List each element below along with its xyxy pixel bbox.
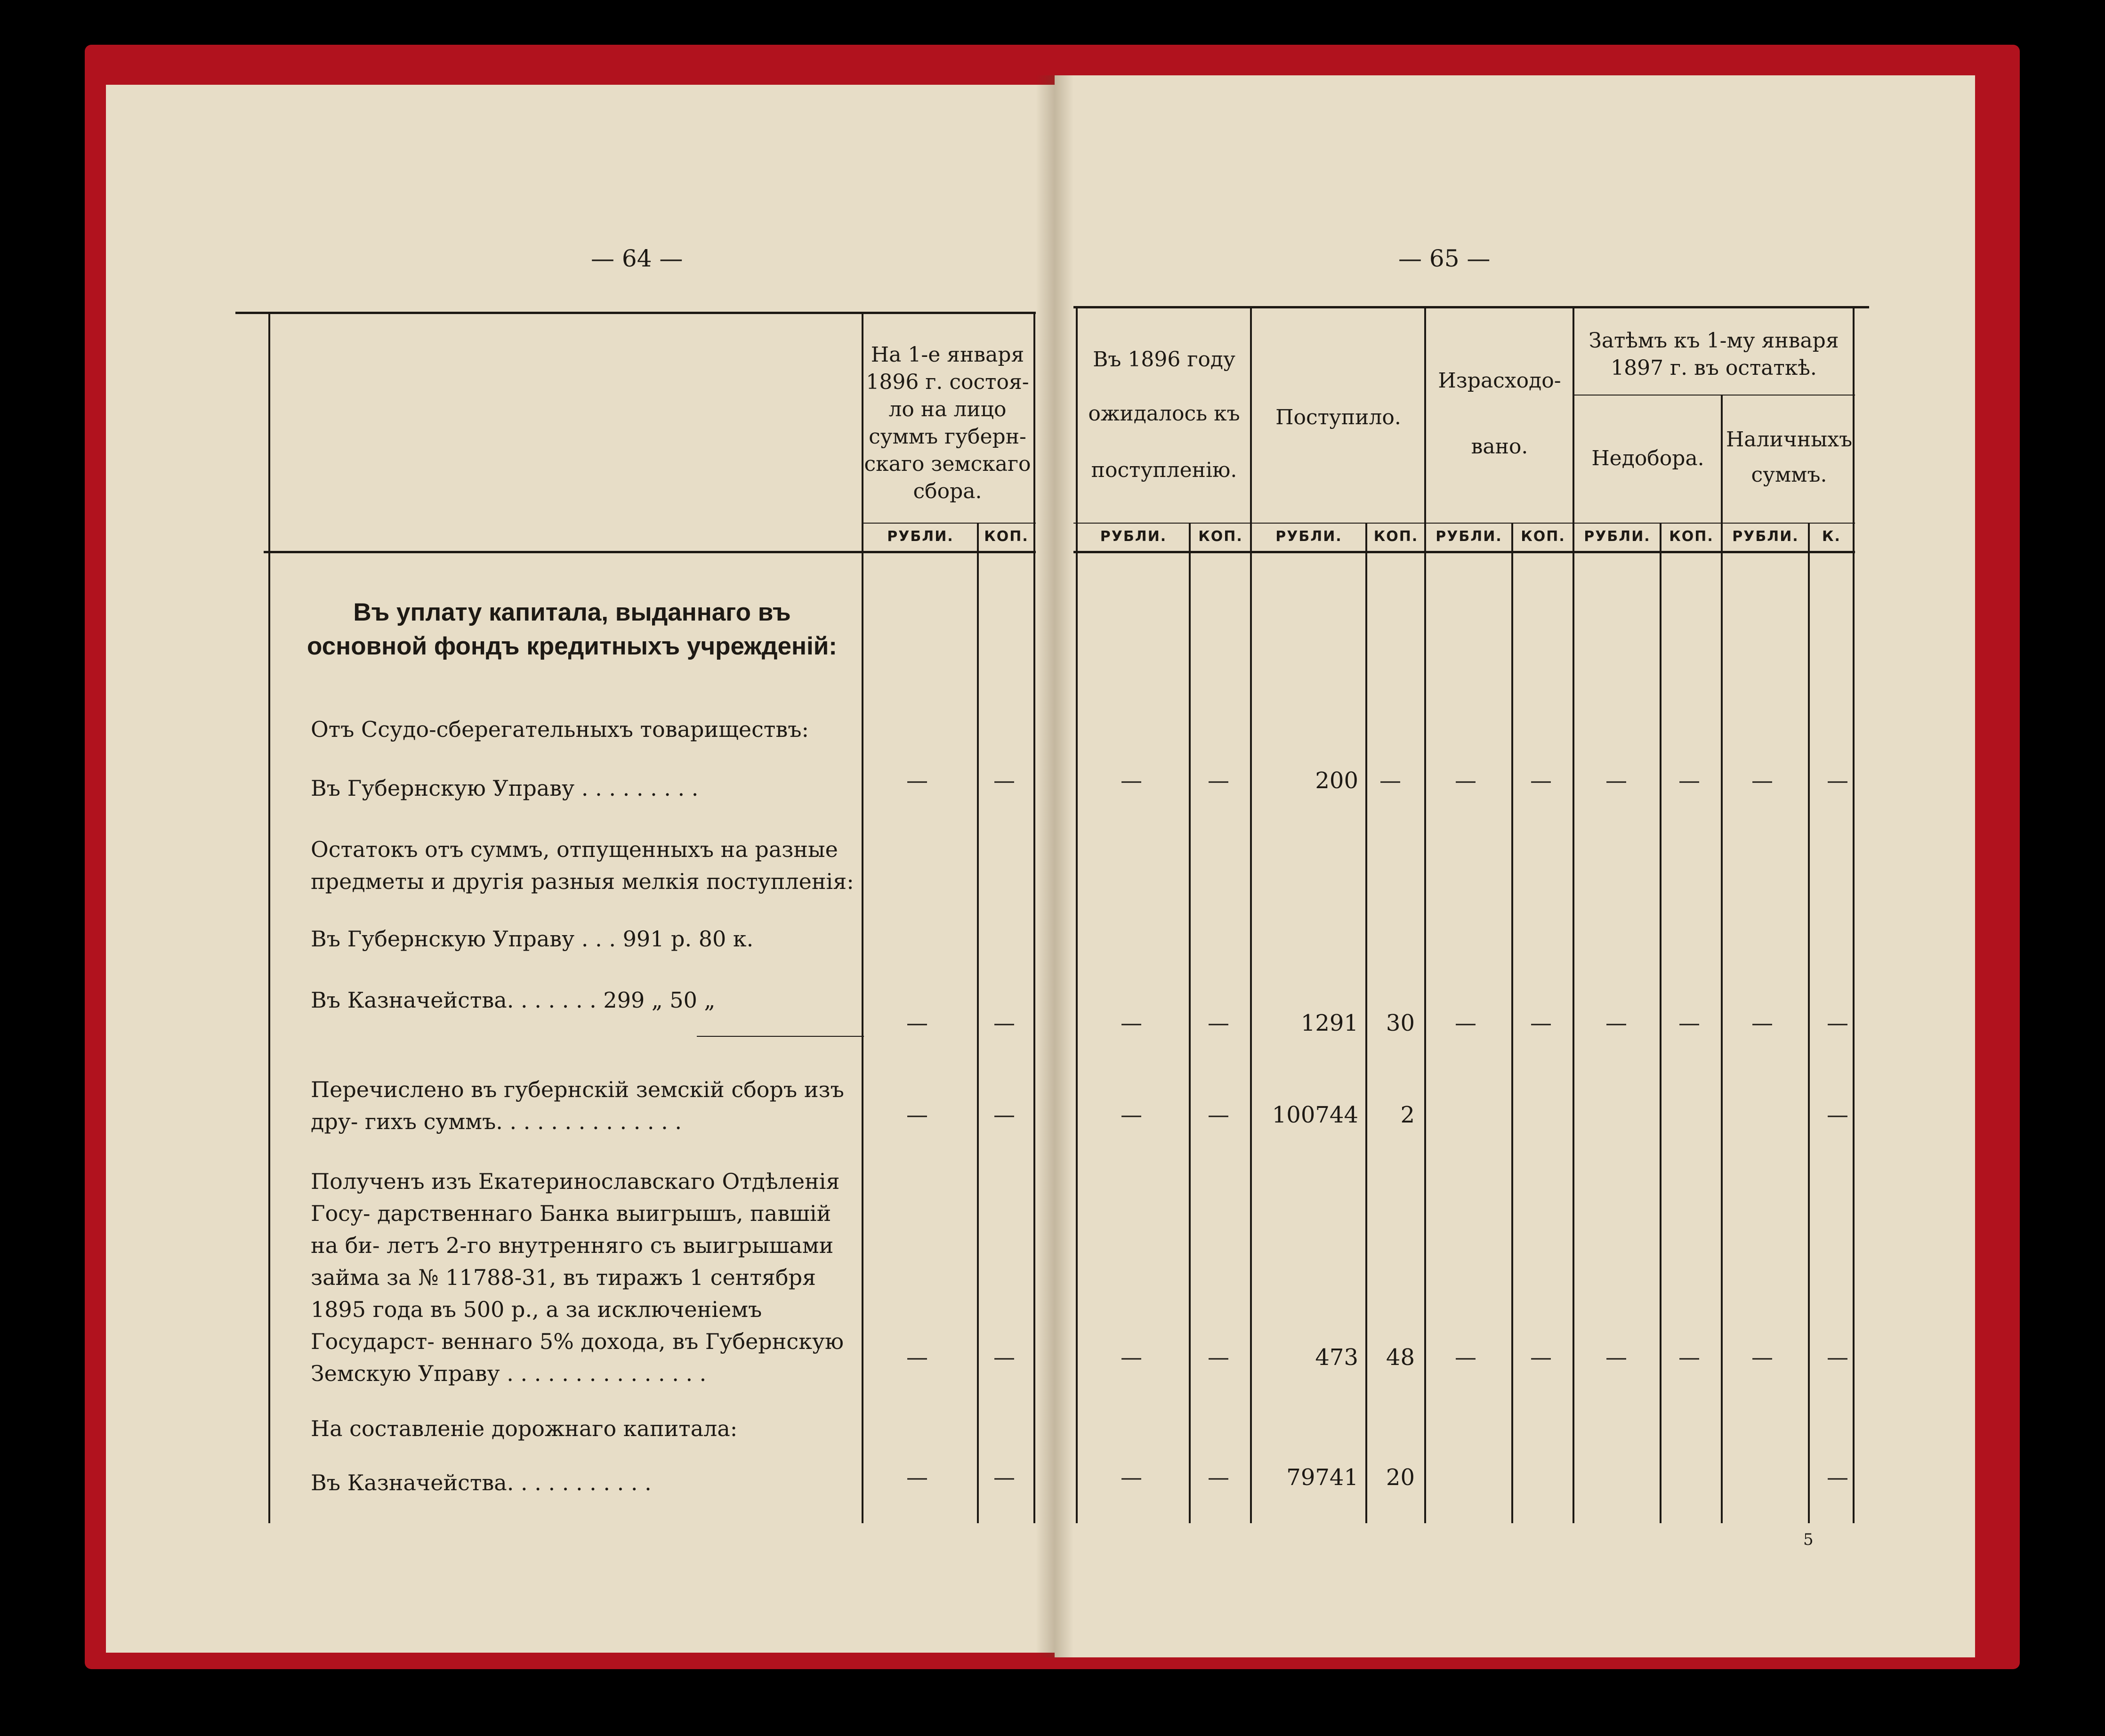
unit-rub: РУБЛИ. [1584,528,1651,545]
header-col-e1: Недобора. [1591,446,1704,470]
col-line [1853,308,1855,1523]
entry-text: Полученъ изъ Екатеринославскаго Отдѣленія Госу- дарственнаго Банка выигрышъ, павшій на би- летъ 2-го внутренняго съ выигрышами займа за № 11788-31, въ тиражъ 1 сентября 1895 года въ 500 р., а за исключеніемъ Государст- веннаго 5% дохода, въ Губернскую Земскую Управу . . . . . . . . . . . . . . . [311,1169,844,1386]
entry-text: Въ Казначейства. . . . . . . . . . . [311,1470,652,1495]
received-kop: 48 [1386,1344,1415,1371]
unit-rub: РУБЛИ. [1732,528,1799,545]
col-line [1573,308,1574,1523]
received-rub: 1291 [1300,1010,1358,1036]
entry-text: Въ Губернскую Управу . . . 991 р. 80 к. [311,926,754,952]
entry-text: Въ Казначейства. . . . . . . 299 „ 50 „ [311,987,716,1013]
dash: — [993,767,1015,793]
col-line [1076,308,1078,1523]
dash: — [906,1344,928,1370]
dash: — [1530,1010,1552,1035]
dash: — [906,1102,928,1127]
dash: — [1751,1010,1773,1035]
dash: — [1455,1010,1476,1035]
dash: — [1208,1464,1229,1490]
dash: — [1605,767,1627,793]
dash: — [993,1464,1015,1490]
header-col-e: Затѣмъ къ 1-му января 1897 г. въ остаткѣ. [1589,329,1839,380]
unit-rub: РУБЛИ. [887,528,954,545]
entry-text: На составленіе дорожнаго капитала: [311,1416,738,1441]
header-col-b-line1: Въ 1896 году [1093,347,1235,371]
unit-row-rule [862,523,1036,524]
book-gutter [1036,75,1073,1657]
remainder-split-rule [1573,395,1855,396]
header-bottom-rule-right [1073,551,1855,553]
entry-text: Въ Губернскую Управу . . . . . . . . . [311,775,699,801]
col-line [1424,308,1426,1523]
dash: — [906,767,928,793]
dash: — [1208,1102,1229,1127]
header-col-e2-line1: Наличныхъ [1726,428,1853,452]
dash: — [1678,1010,1700,1035]
unit-k: К. [1822,528,1841,545]
col-line [1033,313,1035,1523]
dash: — [1678,767,1700,793]
dash: — [1208,1010,1229,1035]
dash: — [1605,1010,1627,1035]
col-line [1721,396,1723,1523]
received-rub: 79741 [1286,1464,1358,1491]
right-page-number: — 65 — [1398,245,1491,272]
dash: — [1827,767,1848,793]
header-col-b-line2: ожидалось къ [1088,402,1240,426]
unit-rub: РУБЛИ. [1100,528,1167,545]
entry-text: Остатокъ отъ суммъ, отпущенныхъ на разные предметы и другія разныя мелкія поступленія: [311,837,854,894]
col-line [977,523,979,1523]
header-col-d-line1: Израсходо- [1438,369,1561,393]
col-line [862,313,863,1523]
dash: — [1751,767,1773,793]
dash: — [906,1010,928,1035]
col-line [268,313,270,1523]
sheet-number: 5 [1803,1530,1814,1549]
unit-kop: КОП. [984,528,1029,545]
received-kop: 20 [1386,1464,1415,1491]
header-col-b-line3: поступленію. [1091,458,1237,482]
dash: — [1208,767,1229,793]
header-bottom-rule-left [264,551,1036,553]
col-line [1365,523,1367,1523]
unit-row-rule-right [1073,523,1855,524]
dash: — [1530,767,1552,793]
header-col-e2-line2: суммъ. [1751,463,1827,487]
header-col-d-line2: вано. [1471,435,1528,459]
dash: — [1208,1344,1229,1370]
dash: — [1121,1102,1142,1127]
dash: — [993,1010,1015,1035]
received-kop: 2 [1400,1102,1415,1128]
dash: — [1827,1464,1848,1490]
unit-rub: РУБЛИ. [1275,528,1342,545]
unit-kop: КОП. [1373,528,1419,545]
header-col-c: Поступило. [1275,405,1401,429]
dash: — [1121,1464,1142,1490]
unit-kop: КОП. [1198,528,1243,545]
unit-rub: РУБЛИ. [1436,528,1502,545]
unit-kop: КОП. [1669,528,1714,545]
dash: — [1827,1344,1848,1370]
col-line [1189,523,1191,1523]
dash: — [1827,1010,1848,1035]
header-col-a: На 1-е января 1896 г. состоя- ло на лицо суммъ губерн- скаго земскаго сбора. [864,343,1031,503]
received-rub: 200 [1315,767,1358,794]
received-rub: 473 [1315,1344,1358,1371]
dash: — [906,1464,928,1490]
section-heading: Въ уплату капитала, выданнаго въ основной фондъ кредитныхъ учрежденій: [307,598,837,660]
dash: — [993,1102,1015,1127]
dash: — [1605,1344,1627,1370]
table-top-rule-left [235,312,1036,314]
dash: — [1121,1344,1142,1370]
col-line [1511,523,1513,1523]
dash: — [1751,1344,1773,1370]
sum-underline [697,1036,864,1037]
dash: — [993,1344,1015,1370]
table-top-rule-right [1073,306,1869,308]
entry-text: Перечислено въ губернскій земскій сборъ изъ дру- гихъ суммъ. . . . . . . . . . . . . . [311,1077,844,1134]
col-line [1660,523,1661,1523]
dash: — [1121,1010,1142,1035]
dash: — [1678,1344,1700,1370]
received-rub: 100744 [1272,1102,1358,1128]
col-line [1250,308,1252,1523]
dash: — [1455,767,1476,793]
dash: — [1121,767,1142,793]
left-page-number: — 64 — [591,245,683,272]
dash: — [1530,1344,1552,1370]
dash: — [1827,1102,1848,1127]
unit-kop: КОП. [1521,528,1565,545]
col-line [1808,523,1810,1523]
received-kop: 30 [1386,1010,1415,1036]
entry-text: Отъ Ссудо-сберегательныхъ товариществъ: [311,717,809,742]
received-kop: — [1379,767,1401,793]
dash: — [1455,1344,1476,1370]
right-page [1055,75,1975,1657]
